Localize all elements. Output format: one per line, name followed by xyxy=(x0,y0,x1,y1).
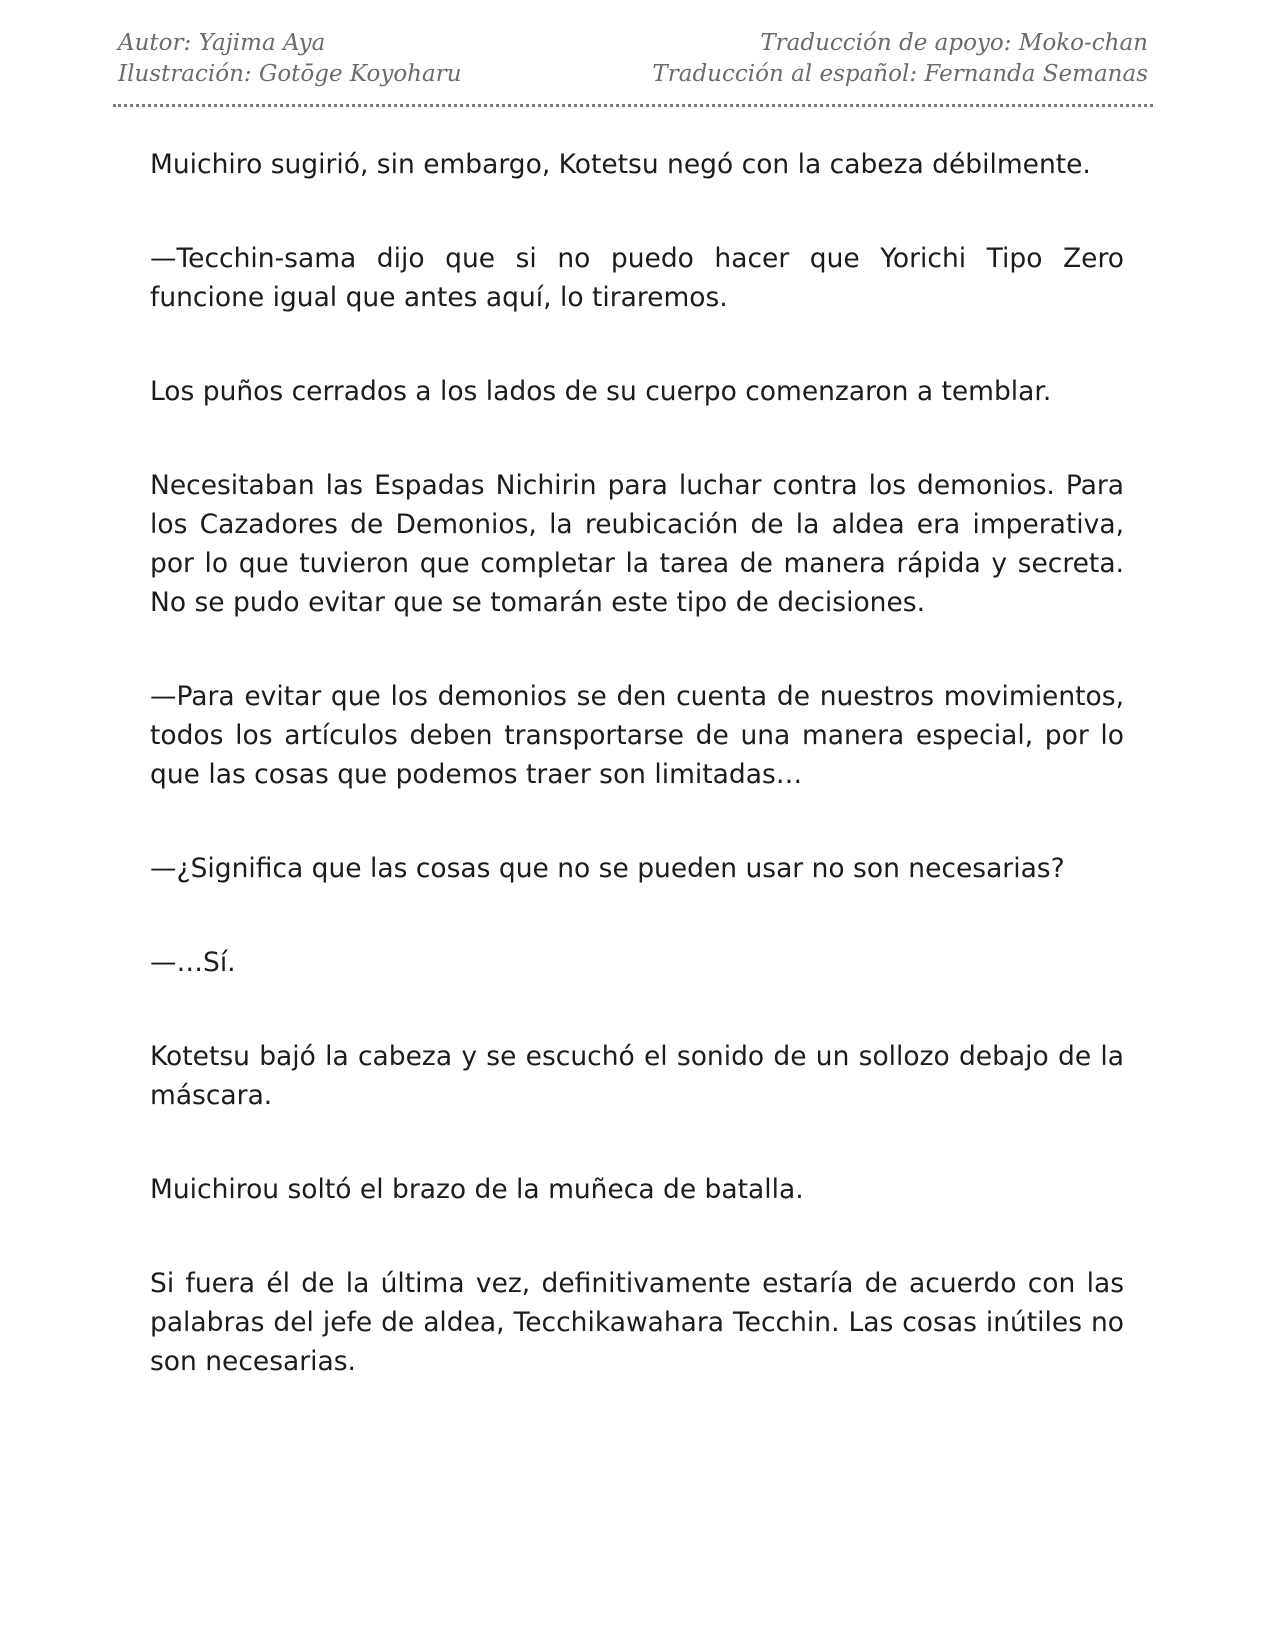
illustration-credit: Ilustración: Gotōge Koyoharu xyxy=(118,61,462,87)
document-body xyxy=(150,145,1124,1381)
paragraph: —Tecchin-sama dijo que si no puedo hacer que Yorichi Tipo Zero funcione igual que antes aquí, lo tiraremos. xyxy=(150,243,1124,313)
paragraph: —…Sí. xyxy=(150,947,236,978)
page-header xyxy=(118,28,1148,94)
paragraph: Si fuera él de la última vez, definitivamente estaría de acuerdo con las palabras del jefe de aldea, Tecchikawahara Tecchin. Las cosas inútiles no son necesarias. xyxy=(150,1268,1124,1377)
spanish-translation-credit: Traducción al español: Fernanda Semanas xyxy=(652,61,1148,87)
paragraph: Muichiro sugirió, sin embargo, Kotetsu negó con la cabeza débilmente. xyxy=(150,149,1091,180)
paragraph: —¿Significa que las cosas que no se pueden usar no son necesarias? xyxy=(150,853,1065,884)
paragraph: —Para evitar que los demonios se den cuenta de nuestros movimientos, todos los artículos deben transportarse de una manera especial, por lo que las cosas que podemos traer son limitadas… xyxy=(150,681,1124,790)
header-credits-right xyxy=(652,28,1148,90)
paragraph: Muichirou soltó el brazo de la muñeca de batalla. xyxy=(150,1174,804,1205)
author-credit: Autor: Yajima Aya xyxy=(118,30,326,56)
header-credits-left xyxy=(118,28,462,90)
paragraph: Necesitaban las Espadas Nichirin para luchar contra los demonios. Para los Cazadores de Demonios, la reubicación de la aldea era imperativa, por lo que tuvieron que completar la tarea de manera rápida y secreta. No se pudo evitar que se tomarán este tipo de decisiones. xyxy=(150,470,1124,618)
header-divider xyxy=(113,104,1153,107)
paragraph: Los puños cerrados a los lados de su cuerpo comenzaron a temblar. xyxy=(150,376,1052,407)
paragraph: Kotetsu bajó la cabeza y se escuchó el sonido de un sollozo debajo de la máscara. xyxy=(150,1041,1124,1111)
support-translation-credit: Traducción de apoyo: Moko-chan xyxy=(760,30,1148,56)
